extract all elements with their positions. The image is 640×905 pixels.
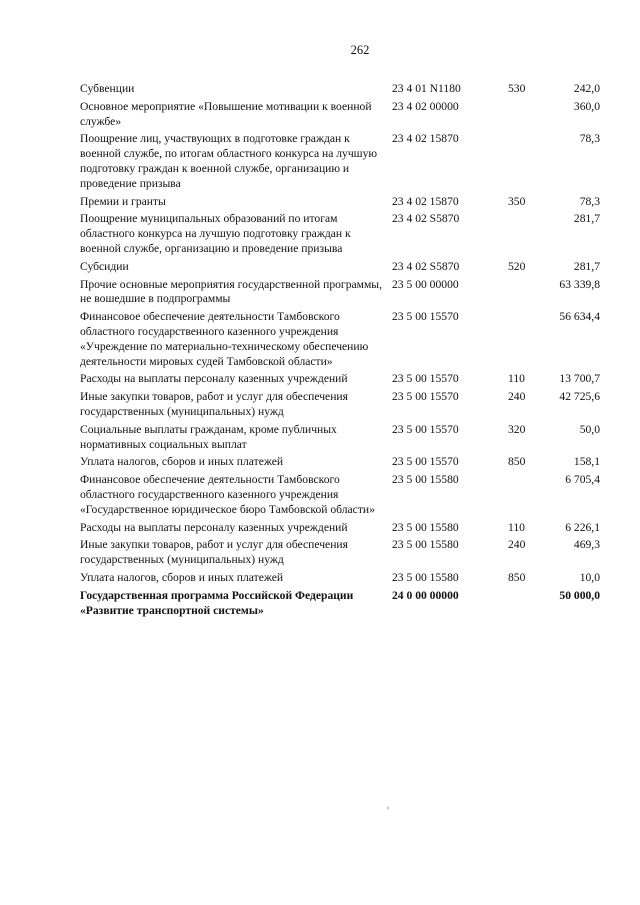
row-name: Субсидии	[80, 259, 129, 273]
row-expense-type	[508, 589, 546, 622]
table-row	[80, 538, 600, 571]
row-amount: 158,1	[573, 455, 600, 469]
row-amount: 469,3	[573, 538, 600, 552]
row-amount: 10,0	[579, 570, 600, 584]
table-row	[80, 260, 600, 278]
row-expense-type	[508, 310, 546, 372]
row-expense-type	[508, 132, 546, 194]
row-code: 24 0 00 00000	[392, 588, 459, 602]
row-code: 23 5 00 15580	[392, 473, 459, 487]
table-row	[80, 390, 600, 423]
row-amount: 13 700,7	[559, 372, 600, 386]
row-amount: 281,7	[573, 259, 600, 273]
table-row	[80, 589, 600, 622]
row-code: 23 5 00 15580	[392, 570, 459, 584]
row-name: Основное мероприятие «Повышение мотивации к военной службе»	[80, 99, 372, 128]
table-row	[80, 195, 600, 213]
table-row	[80, 455, 600, 473]
table-row	[80, 82, 600, 100]
table-row	[80, 423, 600, 456]
row-name: Иные закупки товаров, работ и услуг для обеспечения государственных (муниципальных) нужд	[80, 390, 348, 418]
row-code: 23 4 02 S5870	[392, 259, 460, 273]
row-name: Финансовое обеспечение деятельности Тамбовского областного государственного казенного учреждения «Государственное юридическое бюро Тамбовской области»	[80, 473, 375, 516]
row-expense-type	[508, 473, 546, 520]
row-name: Иные закупки товаров, работ и услуг для обеспечения государственных (муниципальных) нужд	[80, 538, 348, 567]
row-name: Премии и гранты	[80, 194, 166, 208]
row-code: 23 5 00 15580	[392, 538, 459, 552]
row-expense-type: 110	[508, 372, 525, 386]
row-amount: 56 634,4	[559, 310, 600, 324]
row-name: Поощрение лиц, участвующих в подготовке граждан к военной службе, по итогам областного конкурса на лучшую подготовку граждан к военной службе, организацию и проведение призыва	[80, 132, 378, 190]
row-code: 23 5 00 15570	[392, 455, 459, 469]
table-row	[80, 132, 600, 194]
row-amount: 281,7	[573, 212, 600, 226]
table-row	[80, 372, 600, 390]
row-amount: 50 000,0	[559, 588, 600, 602]
row-amount: 50,0	[579, 422, 600, 436]
row-code: 23 5 00 00000	[392, 277, 459, 291]
row-name: Поощрение муниципальных образований по итогам областного конкурса на лучшую подготовку граждан к военной службе, организацию и проведение призыва	[80, 212, 351, 255]
row-expense-type: 320	[508, 422, 526, 436]
row-expense-type: 240	[508, 390, 526, 404]
row-code: 23 5 00 15570	[392, 422, 459, 436]
table-row	[80, 571, 600, 589]
row-name: Уплата налогов, сборов и иных платежей	[80, 455, 284, 469]
row-code: 23 4 02 S5870	[392, 212, 460, 226]
table-row	[80, 100, 600, 133]
row-name: Прочие основные мероприятия государственной программы, не вошедшие в подпрограммы	[80, 277, 382, 306]
row-code: 23 4 02 00000	[392, 99, 459, 113]
row-expense-type	[508, 212, 546, 259]
row-amount: 42 725,6	[559, 390, 600, 404]
page-number: 262	[350, 43, 370, 57]
scan-speck	[387, 807, 389, 809]
row-code: 23 4 01 N1180	[392, 82, 461, 95]
table-row	[80, 521, 600, 539]
row-amount: 63 339,8	[559, 277, 600, 291]
table-row	[80, 278, 600, 311]
row-name: Расходы на выплаты персоналу казенных учреждений	[80, 372, 348, 386]
row-name: Государственная программа Российской Федерации «Развитие транспортной системы»	[80, 588, 354, 617]
row-code: 23 4 02 15870	[392, 194, 459, 208]
row-name: Финансовое обеспечение деятельности Тамбовского областного государственного казенного учреждения «Учреждение по материально-техническому обеспечению деятельности мировых судей Тамбовской области»	[80, 310, 369, 368]
row-amount: 78,3	[579, 132, 600, 146]
table-row	[80, 212, 600, 259]
row-amount: 6 705,4	[565, 473, 600, 487]
table-row	[80, 310, 600, 372]
row-code: 23 4 02 15870	[392, 132, 459, 146]
budget-table	[80, 82, 600, 621]
row-expense-type: 110	[508, 520, 525, 534]
row-name: Социальные выплаты гражданам, кроме публичных нормативных социальных выплат	[80, 422, 337, 451]
row-name: Субвенции	[80, 82, 135, 95]
row-amount: 6 226,1	[565, 520, 600, 534]
row-expense-type: 530	[508, 82, 526, 95]
row-expense-type	[508, 278, 546, 311]
row-expense-type: 350	[508, 194, 526, 208]
row-code: 23 5 00 15570	[392, 372, 459, 386]
row-expense-type: 520	[508, 259, 526, 273]
row-code: 23 5 00 15570	[392, 310, 459, 324]
row-expense-type: 850	[508, 455, 526, 469]
row-expense-type: 850	[508, 570, 526, 584]
row-amount: 360,0	[573, 99, 600, 113]
row-code: 23 5 00 15580	[392, 520, 459, 534]
row-name: Расходы на выплаты персоналу казенных учреждений	[80, 520, 348, 534]
row-name: Уплата налогов, сборов и иных платежей	[80, 570, 284, 584]
row-expense-type: 240	[508, 538, 526, 552]
table-row	[80, 473, 600, 520]
row-expense-type	[508, 100, 546, 133]
row-code: 23 5 00 15570	[392, 390, 459, 404]
row-amount: 78,3	[579, 194, 600, 208]
row-amount: 242,0	[573, 82, 600, 95]
